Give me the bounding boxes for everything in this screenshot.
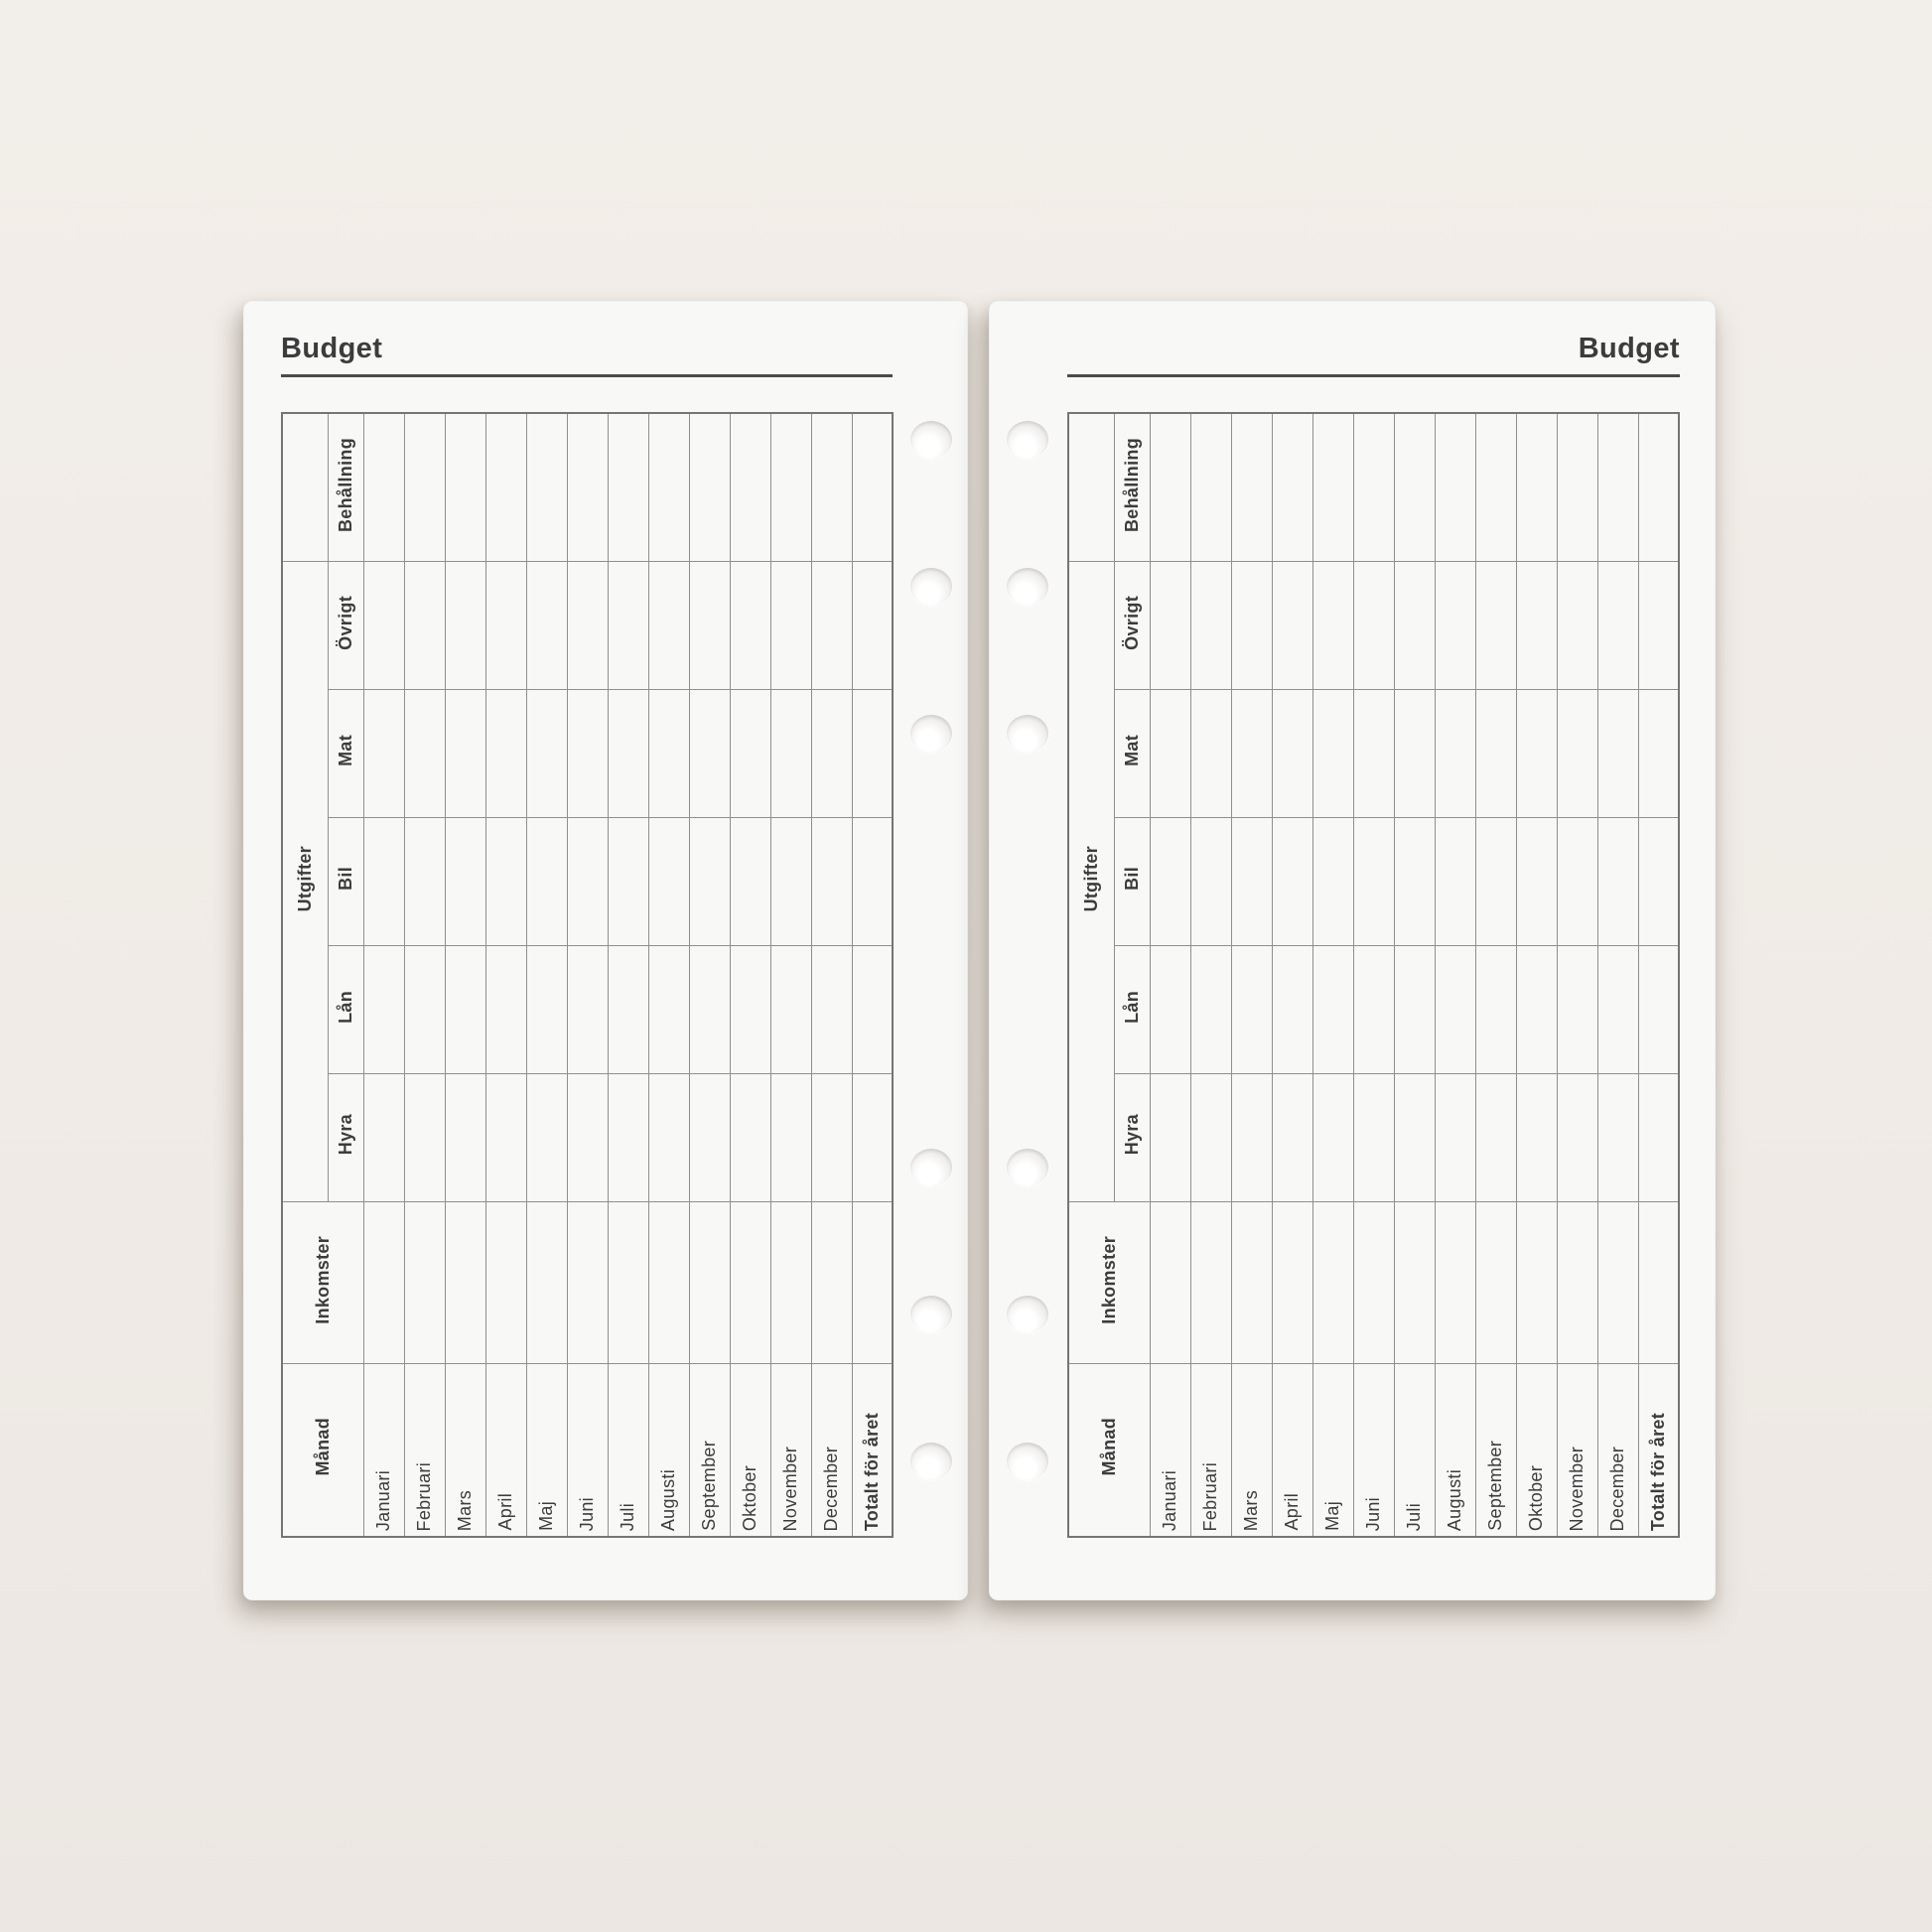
income-data-cell bbox=[485, 1201, 526, 1363]
expense-data-cell bbox=[811, 1073, 852, 1201]
balance-data-cell bbox=[567, 413, 608, 561]
expense-data-cell bbox=[1557, 1073, 1597, 1201]
expense-data-cell bbox=[1597, 689, 1638, 817]
expense-data-cell bbox=[852, 1073, 893, 1201]
expense-header-cell bbox=[1114, 561, 1150, 689]
expense-data-cell bbox=[526, 1073, 567, 1201]
expense-data-cell bbox=[689, 945, 730, 1073]
expense-data-cell bbox=[1557, 817, 1597, 945]
budget-table-grid bbox=[1067, 412, 1680, 1538]
expense-data-cell bbox=[1231, 561, 1272, 689]
expense-data-cell bbox=[1353, 1073, 1394, 1201]
income-data-cell bbox=[648, 1201, 689, 1363]
balance-data-cell bbox=[404, 413, 445, 561]
expense-data-cell bbox=[1231, 689, 1272, 817]
month-name: Februari bbox=[414, 1461, 434, 1531]
expense-data-cell bbox=[608, 689, 648, 817]
month-name-cell bbox=[811, 1363, 852, 1537]
expense-data-cell bbox=[1312, 1073, 1353, 1201]
punched-hole bbox=[1007, 1149, 1048, 1186]
balance-data-cell bbox=[1435, 413, 1475, 561]
expense-data-cell bbox=[363, 1073, 404, 1201]
expense-data-cell bbox=[648, 561, 689, 689]
expense-header-cell bbox=[328, 1073, 363, 1201]
expense-label: Övrigt bbox=[1121, 595, 1142, 650]
month-name: Augusti bbox=[658, 1468, 678, 1531]
income-data-cell bbox=[1557, 1201, 1597, 1363]
balance-data-cell bbox=[770, 413, 811, 561]
expense-data-cell bbox=[1557, 689, 1597, 817]
expense-data-cell bbox=[608, 945, 648, 1073]
expense-data-cell bbox=[404, 1073, 445, 1201]
month-name: Maj bbox=[536, 1501, 556, 1531]
punched-hole bbox=[910, 421, 952, 459]
expense-label: Hyra bbox=[1121, 1114, 1142, 1156]
expense-data-cell bbox=[689, 561, 730, 689]
expense-data-cell bbox=[567, 817, 608, 945]
expense-header-cell bbox=[328, 945, 363, 1073]
expense-data-cell bbox=[1190, 1073, 1231, 1201]
income-data-cell bbox=[1516, 1201, 1557, 1363]
expense-data-cell bbox=[648, 689, 689, 817]
expense-data-cell bbox=[1597, 561, 1638, 689]
month-name-cell bbox=[648, 1363, 689, 1537]
expense-data-cell bbox=[811, 561, 852, 689]
expenses-group-label: Utgifter bbox=[294, 845, 315, 912]
expense-data-cell bbox=[811, 689, 852, 817]
expense-data-cell bbox=[485, 945, 526, 1073]
expense-data-cell bbox=[526, 945, 567, 1073]
expense-data-cell bbox=[404, 561, 445, 689]
expense-data-cell bbox=[730, 1073, 770, 1201]
expense-data-cell bbox=[770, 1073, 811, 1201]
expense-label: Mat bbox=[1121, 735, 1142, 766]
expense-label: Bil bbox=[1121, 867, 1142, 891]
month-name-cell bbox=[1353, 1363, 1394, 1537]
year-total-label: Totalt för året bbox=[1647, 1412, 1668, 1531]
balance-data-cell bbox=[811, 413, 852, 561]
expense-header-cell bbox=[1114, 689, 1150, 817]
income-data-cell bbox=[689, 1201, 730, 1363]
expense-data-cell bbox=[445, 561, 485, 689]
month-name-cell bbox=[1597, 1363, 1638, 1537]
expense-header-cell bbox=[328, 817, 363, 945]
month-name-cell bbox=[1516, 1363, 1557, 1537]
expense-data-cell bbox=[1435, 945, 1475, 1073]
expense-data-cell bbox=[1272, 945, 1312, 1073]
month-name: Mars bbox=[455, 1489, 475, 1531]
expense-data-cell bbox=[1597, 817, 1638, 945]
balance-data-cell bbox=[1272, 413, 1312, 561]
expense-data-cell bbox=[1638, 1073, 1679, 1201]
expense-data-cell bbox=[526, 817, 567, 945]
punched-hole bbox=[1007, 568, 1048, 606]
expense-data-cell bbox=[1190, 561, 1231, 689]
expense-data-cell bbox=[689, 1073, 730, 1201]
month-name: Januari bbox=[373, 1469, 393, 1531]
balance-data-cell bbox=[648, 413, 689, 561]
income-data-cell bbox=[404, 1201, 445, 1363]
balance-data-cell bbox=[1190, 413, 1231, 561]
expense-data-cell bbox=[445, 689, 485, 817]
planner-page-left bbox=[243, 301, 968, 1600]
budget-table-grid bbox=[281, 412, 894, 1538]
month-name: Juli bbox=[618, 1502, 637, 1531]
month-name-cell bbox=[567, 1363, 608, 1537]
expense-data-cell bbox=[852, 945, 893, 1073]
expense-data-cell bbox=[1394, 1073, 1435, 1201]
expense-data-cell bbox=[1435, 817, 1475, 945]
title-underline bbox=[1067, 374, 1680, 377]
balance-data-cell bbox=[363, 413, 404, 561]
income-data-cell bbox=[1475, 1201, 1516, 1363]
income-data-cell bbox=[1312, 1201, 1353, 1363]
expense-data-cell bbox=[1394, 945, 1435, 1073]
expense-data-cell bbox=[1638, 817, 1679, 945]
expense-data-cell bbox=[1557, 561, 1597, 689]
page-title: Budget bbox=[281, 333, 383, 364]
balance-data-cell bbox=[852, 413, 893, 561]
expense-data-cell bbox=[445, 1073, 485, 1201]
expense-data-cell bbox=[811, 817, 852, 945]
income-data-cell bbox=[730, 1201, 770, 1363]
expense-label: Lån bbox=[335, 990, 355, 1024]
income-data-cell bbox=[363, 1201, 404, 1363]
expense-data-cell bbox=[1638, 945, 1679, 1073]
month-name: Juni bbox=[577, 1496, 597, 1531]
expense-data-cell bbox=[852, 689, 893, 817]
expense-data-cell bbox=[485, 1073, 526, 1201]
month-name-cell bbox=[485, 1363, 526, 1537]
punched-hole bbox=[910, 1296, 952, 1333]
expense-data-cell bbox=[1475, 817, 1516, 945]
expense-data-cell bbox=[689, 817, 730, 945]
expense-data-cell bbox=[1312, 817, 1353, 945]
balance-label: Behållning bbox=[1121, 437, 1142, 532]
income-data-cell bbox=[852, 1201, 893, 1363]
month-header-label: Månad bbox=[1098, 1418, 1119, 1476]
balance-data-cell bbox=[1312, 413, 1353, 561]
expenses-group-header-cell bbox=[282, 561, 328, 1201]
expense-data-cell bbox=[730, 945, 770, 1073]
expense-data-cell bbox=[1272, 689, 1312, 817]
expense-data-cell bbox=[770, 945, 811, 1073]
month-name-cell bbox=[1557, 1363, 1597, 1537]
expense-data-cell bbox=[852, 817, 893, 945]
punched-hole bbox=[910, 1443, 952, 1480]
expense-header-cell bbox=[328, 561, 363, 689]
income-data-cell bbox=[1272, 1201, 1312, 1363]
expense-label: Övrigt bbox=[335, 595, 355, 650]
expense-data-cell bbox=[1638, 561, 1679, 689]
expense-data-cell bbox=[1597, 1073, 1638, 1201]
income-data-cell bbox=[1394, 1201, 1435, 1363]
expense-data-cell bbox=[1150, 945, 1190, 1073]
expense-data-cell bbox=[445, 945, 485, 1073]
balance-data-cell bbox=[1638, 413, 1679, 561]
expense-label: Bil bbox=[335, 867, 355, 891]
expense-data-cell bbox=[1312, 561, 1353, 689]
expense-data-cell bbox=[363, 689, 404, 817]
month-name: April bbox=[495, 1493, 515, 1531]
expense-data-cell bbox=[1638, 689, 1679, 817]
month-name: Maj bbox=[1322, 1501, 1342, 1531]
expense-data-cell bbox=[1190, 689, 1231, 817]
expense-data-cell bbox=[1516, 689, 1557, 817]
balance-data-cell bbox=[1597, 413, 1638, 561]
year-total-cell bbox=[1638, 1363, 1679, 1537]
month-header-cell bbox=[1068, 1363, 1150, 1537]
expense-data-cell bbox=[770, 561, 811, 689]
expense-data-cell bbox=[567, 561, 608, 689]
expense-data-cell bbox=[1435, 1073, 1475, 1201]
expense-data-cell bbox=[1231, 1073, 1272, 1201]
expense-data-cell bbox=[1150, 1073, 1190, 1201]
expense-data-cell bbox=[648, 817, 689, 945]
balance-data-cell bbox=[1394, 413, 1435, 561]
expense-data-cell bbox=[1353, 817, 1394, 945]
expense-data-cell bbox=[608, 817, 648, 945]
month-name: April bbox=[1282, 1493, 1302, 1531]
month-name-cell bbox=[526, 1363, 567, 1537]
month-header-label: Månad bbox=[312, 1418, 333, 1476]
income-label: Inkomster bbox=[1098, 1235, 1119, 1324]
expense-label: Lån bbox=[1121, 990, 1142, 1024]
balance-data-cell bbox=[1353, 413, 1394, 561]
expense-data-cell bbox=[1353, 945, 1394, 1073]
income-data-cell bbox=[1638, 1201, 1679, 1363]
balance-data-cell bbox=[1150, 413, 1190, 561]
income-data-cell bbox=[526, 1201, 567, 1363]
expense-data-cell bbox=[1231, 945, 1272, 1073]
income-data-cell bbox=[1597, 1201, 1638, 1363]
expense-data-cell bbox=[730, 817, 770, 945]
month-name-cell bbox=[1394, 1363, 1435, 1537]
expense-data-cell bbox=[1516, 561, 1557, 689]
expense-header-cell bbox=[328, 689, 363, 817]
expense-data-cell bbox=[567, 1073, 608, 1201]
expense-data-cell bbox=[1272, 817, 1312, 945]
punched-hole bbox=[1007, 715, 1048, 753]
expense-label: Mat bbox=[335, 735, 355, 766]
planner-page-right bbox=[989, 301, 1716, 1600]
expense-data-cell bbox=[404, 817, 445, 945]
balance-data-cell bbox=[730, 413, 770, 561]
expense-data-cell bbox=[526, 561, 567, 689]
expense-data-cell bbox=[1557, 945, 1597, 1073]
budget-table bbox=[1067, 412, 1680, 1538]
expense-data-cell bbox=[811, 945, 852, 1073]
balance-data-cell bbox=[1557, 413, 1597, 561]
month-name-cell bbox=[730, 1363, 770, 1537]
expense-data-cell bbox=[1435, 561, 1475, 689]
expense-data-cell bbox=[770, 689, 811, 817]
expenses-group-label: Utgifter bbox=[1080, 845, 1101, 912]
expense-data-cell bbox=[363, 561, 404, 689]
income-data-cell bbox=[1231, 1201, 1272, 1363]
month-name: December bbox=[1607, 1446, 1627, 1531]
expense-data-cell bbox=[1353, 689, 1394, 817]
month-name: September bbox=[1485, 1441, 1505, 1531]
punched-hole bbox=[1007, 421, 1048, 459]
expense-data-cell bbox=[363, 945, 404, 1073]
month-name-cell bbox=[1312, 1363, 1353, 1537]
corner-empty-cell bbox=[282, 413, 328, 561]
page-title: Budget bbox=[1578, 333, 1680, 364]
expense-label: Hyra bbox=[335, 1114, 355, 1156]
balance-data-cell bbox=[1475, 413, 1516, 561]
expense-data-cell bbox=[689, 689, 730, 817]
expense-data-cell bbox=[1516, 1073, 1557, 1201]
balance-data-cell bbox=[1516, 413, 1557, 561]
month-name: Augusti bbox=[1445, 1468, 1464, 1531]
expense-header-cell bbox=[1114, 1073, 1150, 1201]
balance-data-cell bbox=[1231, 413, 1272, 561]
month-name-cell bbox=[404, 1363, 445, 1537]
month-name-cell bbox=[770, 1363, 811, 1537]
balance-header-cell bbox=[1114, 413, 1150, 561]
month-name-cell bbox=[363, 1363, 404, 1537]
punched-hole bbox=[910, 1149, 952, 1186]
balance-data-cell bbox=[608, 413, 648, 561]
income-data-cell bbox=[811, 1201, 852, 1363]
expense-data-cell bbox=[404, 945, 445, 1073]
expense-data-cell bbox=[567, 689, 608, 817]
expense-data-cell bbox=[1597, 945, 1638, 1073]
expense-data-cell bbox=[445, 817, 485, 945]
expense-data-cell bbox=[730, 561, 770, 689]
month-header-cell bbox=[282, 1363, 363, 1537]
expense-data-cell bbox=[1516, 945, 1557, 1073]
month-name-cell bbox=[689, 1363, 730, 1537]
income-header-cell bbox=[1068, 1201, 1150, 1363]
title-underline bbox=[281, 374, 893, 377]
expense-data-cell bbox=[526, 689, 567, 817]
month-name: Oktober bbox=[740, 1464, 759, 1531]
expense-data-cell bbox=[1475, 1073, 1516, 1201]
income-header-cell bbox=[282, 1201, 363, 1363]
budget-table bbox=[281, 412, 894, 1538]
year-total-cell bbox=[852, 1363, 893, 1537]
expense-data-cell bbox=[485, 561, 526, 689]
month-name: Juli bbox=[1404, 1502, 1424, 1531]
expense-data-cell bbox=[852, 561, 893, 689]
expense-data-cell bbox=[1394, 561, 1435, 689]
balance-data-cell bbox=[689, 413, 730, 561]
expense-data-cell bbox=[404, 689, 445, 817]
month-name: December bbox=[821, 1446, 841, 1531]
income-data-cell bbox=[608, 1201, 648, 1363]
expense-data-cell bbox=[1272, 561, 1312, 689]
month-name-cell bbox=[1475, 1363, 1516, 1537]
balance-label: Behållning bbox=[335, 437, 355, 532]
income-data-cell bbox=[445, 1201, 485, 1363]
month-name: November bbox=[780, 1446, 800, 1531]
expense-data-cell bbox=[1475, 561, 1516, 689]
expense-data-cell bbox=[363, 817, 404, 945]
month-name: November bbox=[1567, 1446, 1587, 1531]
income-label: Inkomster bbox=[312, 1235, 333, 1324]
balance-data-cell bbox=[526, 413, 567, 561]
expense-data-cell bbox=[1475, 945, 1516, 1073]
expenses-group-header-cell bbox=[1068, 561, 1114, 1201]
month-name: Mars bbox=[1241, 1489, 1261, 1531]
expense-data-cell bbox=[1516, 817, 1557, 945]
corner-empty-cell bbox=[1068, 413, 1114, 561]
expense-data-cell bbox=[485, 817, 526, 945]
expense-data-cell bbox=[1353, 561, 1394, 689]
balance-header-cell bbox=[328, 413, 363, 561]
expense-data-cell bbox=[608, 561, 648, 689]
year-total-label: Totalt för året bbox=[861, 1412, 882, 1531]
month-name-cell bbox=[445, 1363, 485, 1537]
expense-data-cell bbox=[648, 945, 689, 1073]
expense-data-cell bbox=[1394, 817, 1435, 945]
expense-data-cell bbox=[1190, 817, 1231, 945]
month-name-cell bbox=[1272, 1363, 1312, 1537]
month-name: Januari bbox=[1160, 1469, 1179, 1531]
expense-data-cell bbox=[608, 1073, 648, 1201]
month-name: September bbox=[699, 1441, 719, 1531]
expense-data-cell bbox=[770, 817, 811, 945]
punched-hole bbox=[1007, 1296, 1048, 1333]
expense-data-cell bbox=[1150, 561, 1190, 689]
income-data-cell bbox=[1190, 1201, 1231, 1363]
expense-data-cell bbox=[1190, 945, 1231, 1073]
balance-data-cell bbox=[485, 413, 526, 561]
income-data-cell bbox=[1353, 1201, 1394, 1363]
month-name-cell bbox=[1435, 1363, 1475, 1537]
month-name: Juni bbox=[1363, 1496, 1383, 1531]
expense-data-cell bbox=[1394, 689, 1435, 817]
expense-header-cell bbox=[1114, 945, 1150, 1073]
expense-data-cell bbox=[1435, 689, 1475, 817]
income-data-cell bbox=[1435, 1201, 1475, 1363]
income-data-cell bbox=[567, 1201, 608, 1363]
expense-data-cell bbox=[730, 689, 770, 817]
income-data-cell bbox=[1150, 1201, 1190, 1363]
month-name: Oktober bbox=[1526, 1464, 1546, 1531]
punched-hole bbox=[910, 568, 952, 606]
month-name-cell bbox=[1150, 1363, 1190, 1537]
expense-data-cell bbox=[1312, 945, 1353, 1073]
expense-data-cell bbox=[1150, 817, 1190, 945]
expense-data-cell bbox=[1312, 689, 1353, 817]
expense-data-cell bbox=[1475, 689, 1516, 817]
month-name-cell bbox=[1231, 1363, 1272, 1537]
expense-header-cell bbox=[1114, 817, 1150, 945]
punched-hole bbox=[1007, 1443, 1048, 1480]
month-name-cell bbox=[608, 1363, 648, 1537]
expense-data-cell bbox=[1150, 689, 1190, 817]
expense-data-cell bbox=[485, 689, 526, 817]
expense-data-cell bbox=[1272, 1073, 1312, 1201]
income-data-cell bbox=[770, 1201, 811, 1363]
month-name-cell bbox=[1190, 1363, 1231, 1537]
punched-hole bbox=[910, 715, 952, 753]
expense-data-cell bbox=[1231, 817, 1272, 945]
expense-data-cell bbox=[567, 945, 608, 1073]
balance-data-cell bbox=[445, 413, 485, 561]
expense-data-cell bbox=[648, 1073, 689, 1201]
month-name: Februari bbox=[1200, 1461, 1220, 1531]
